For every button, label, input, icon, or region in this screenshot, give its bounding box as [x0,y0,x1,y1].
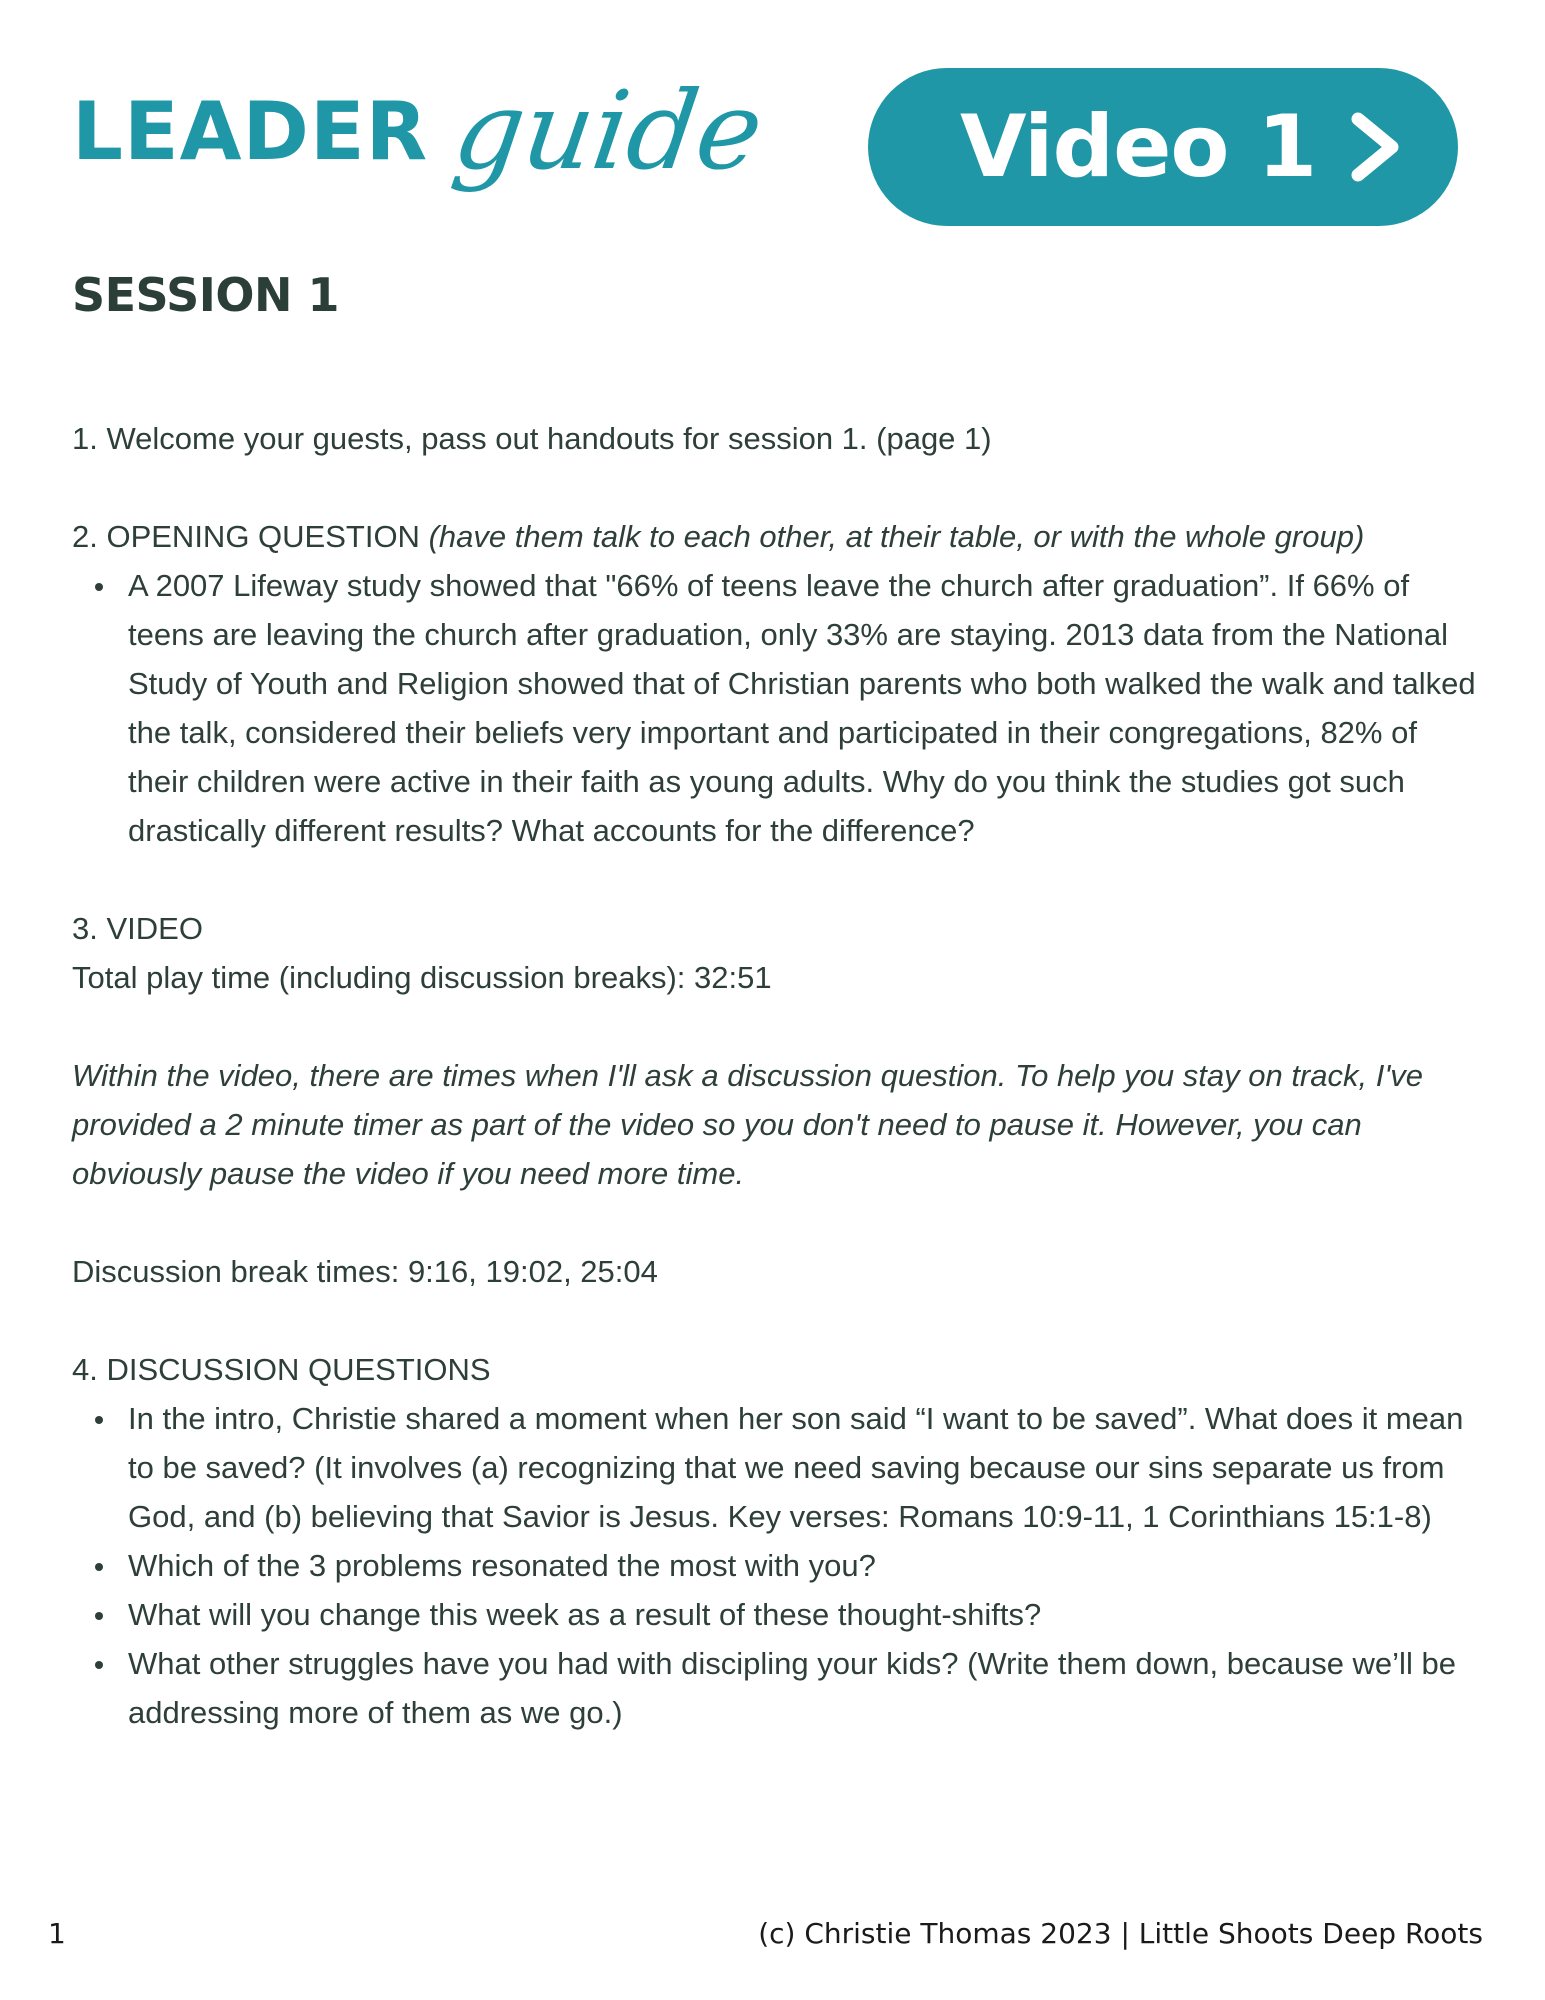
leader-title: LEADER [72,85,429,178]
video-play-time: Total play time (including discussion breaks): 32:51 [72,960,772,995]
video-1-button[interactable] [868,68,1458,226]
copyright-footer: (c) Christie Thomas 2023 | Little Shoots Deep Roots [758,1917,1483,1950]
video-heading: 3. VIDEO [72,911,203,946]
video-button-label: Video 1 [960,97,1317,197]
list-item: In the intro, Christie shared a moment when her son said “I want to be saved”. What does it mean to be saved? (It involves (a) recognizing that we need saving because our sins separate us from God, and (b) believing that Savior is Jesus. Key verses: Romans 10:9-11, 1 Corinthians 15:1-8) [72,1394,1482,1541]
list-item: Which of the 3 problems resonated the most with you? [72,1541,1482,1590]
opening-question-list [72,561,1482,855]
page-number: 1 [48,1917,66,1950]
opening-question-label: 2. OPENING QUESTION [72,519,420,554]
list-item: What will you change this week as a result of these thought-shifts? [72,1590,1482,1639]
discussion-break-times: Discussion break times: 9:16, 19:02, 25:04 [72,1254,658,1289]
session-title: SESSION 1 [72,268,339,322]
discussion-questions-list [72,1394,1482,1737]
video-note: Within the video, there are times when I'll ask a discussion question. To help you stay on track, I've provided a 2 minute timer as part of the video so you don't need to pause it. However, you can obviously pause the video if you need more time. [72,1058,1423,1191]
chevron-right-icon [1346,111,1406,183]
welcome-step: 1. Welcome your guests, pass out handouts for session 1. (page 1) [72,421,992,456]
discussion-questions-heading: 4. DISCUSSION QUESTIONS [72,1352,491,1387]
list-item: What other struggles have you had with discipling your kids? (Write them down, because we’ll be addressing more of them as we go.) [72,1639,1482,1737]
list-item: A 2007 Lifeway study showed that "66% of teens leave the church after graduation”. If 66% of teens are leaving the church after graduation, only 33% are staying. 2013 data from the National Study of Youth and Religion showed that of Christian parents who both walked the walk and talked the talk, considered their beliefs very important and participated in their congregations, 82% of their children were active in their faith as young adults. Why do you think the studies got such drastically different results? What accounts for the difference? [72,561,1482,855]
guide-content [72,414,1482,1737]
guide-script-title: guide [446,69,771,194]
opening-question-heading [72,512,1482,561]
opening-question-note: (have them talk to each other, at their table, or with the whole group) [428,519,1365,554]
